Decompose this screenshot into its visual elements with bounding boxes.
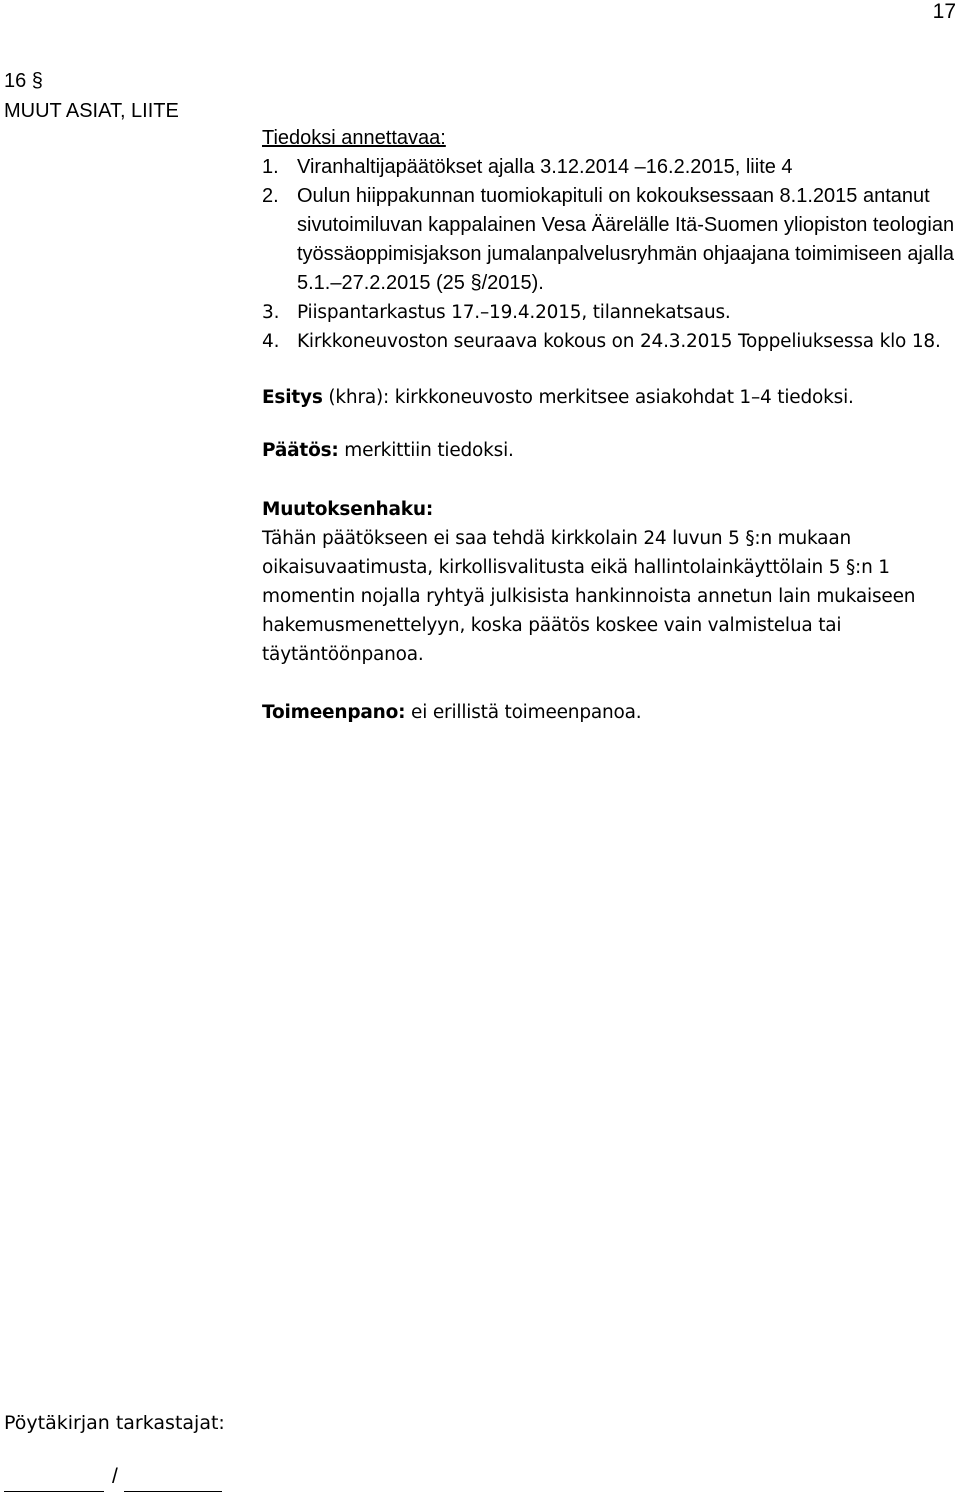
list-item xyxy=(262,182,958,298)
section-content xyxy=(262,124,958,727)
section-number: 16 § xyxy=(4,70,43,92)
signature-blank-left xyxy=(4,1465,104,1492)
notice-list xyxy=(262,153,958,356)
list-item xyxy=(262,298,958,327)
list-item-text: Oulun hiippakunnan tuomiokapituli on kokouksessaan 8.1.2015 antanut sivutoimiluvan kappalainen Vesa Äärelälle Itä-Suomen yliopiston teologian työssäoppimisjakson jumalanpalvelusryhmän ohjaajana toimimiseen ajalla 5.1.–27.2.2015 (25 §/2015). xyxy=(297,185,955,294)
list-item-number: 1. xyxy=(262,156,279,178)
signature-blank-right xyxy=(124,1465,222,1492)
reviewers-label: Pöytäkirjan tarkastajat: xyxy=(4,1412,225,1434)
execution xyxy=(262,698,958,727)
proposal-text: (khra): kirkkoneuvosto merkitsee asiakohdat 1–4 tiedoksi. xyxy=(322,387,854,408)
section-title: MUUT ASIAT, LIITE xyxy=(4,100,179,122)
appeal-text: Tähän päätökseen ei saa tehdä kirkkolain 24 luvun 5 §:n mukaan oikaisuvaatimusta, kirkollisvalitusta eikä hallintolainkäyttölain 5 §:n 1 momentin nojalla ryhtyä julkisista hankinnoista annetun lain mukaiseen hakemusmenettelyyn, koska päätös koskee vain valmistelua tai täytäntöönpanoa. xyxy=(262,528,916,665)
list-item-text: Kirkkoneuvoston seuraava kokous on 24.3.2015 Toppeliuksessa klo 18. xyxy=(297,331,941,352)
proposal-label: Esitys xyxy=(262,387,323,408)
proposal xyxy=(262,383,958,412)
decision-label: Päätös: xyxy=(262,440,339,461)
execution-label: Toimeenpano: xyxy=(262,702,406,723)
signature-separator: / xyxy=(112,1465,118,1488)
notice-heading: Tiedoksi annettavaa: xyxy=(262,127,446,149)
list-item-number: 3. xyxy=(262,302,280,323)
section-header xyxy=(4,66,179,126)
execution-text: ei erillistä toimeenpanoa. xyxy=(405,702,642,723)
list-item xyxy=(262,153,958,182)
page-number: 17 xyxy=(932,0,956,23)
decision xyxy=(262,436,958,465)
list-item xyxy=(262,327,958,356)
list-item-number: 4. xyxy=(262,331,280,352)
list-item-number: 2. xyxy=(262,185,279,207)
appeal-label: Muutoksenhaku: xyxy=(262,499,434,520)
signature-line xyxy=(4,1462,222,1492)
list-item-text: Viranhaltijapäätökset ajalla 3.12.2014 –16.2.2015, liite 4 xyxy=(297,156,793,178)
list-item-text: Piispantarkastus 17.–19.4.2015, tilannekatsaus. xyxy=(297,302,731,323)
decision-text: merkittiin tiedoksi. xyxy=(338,440,514,461)
